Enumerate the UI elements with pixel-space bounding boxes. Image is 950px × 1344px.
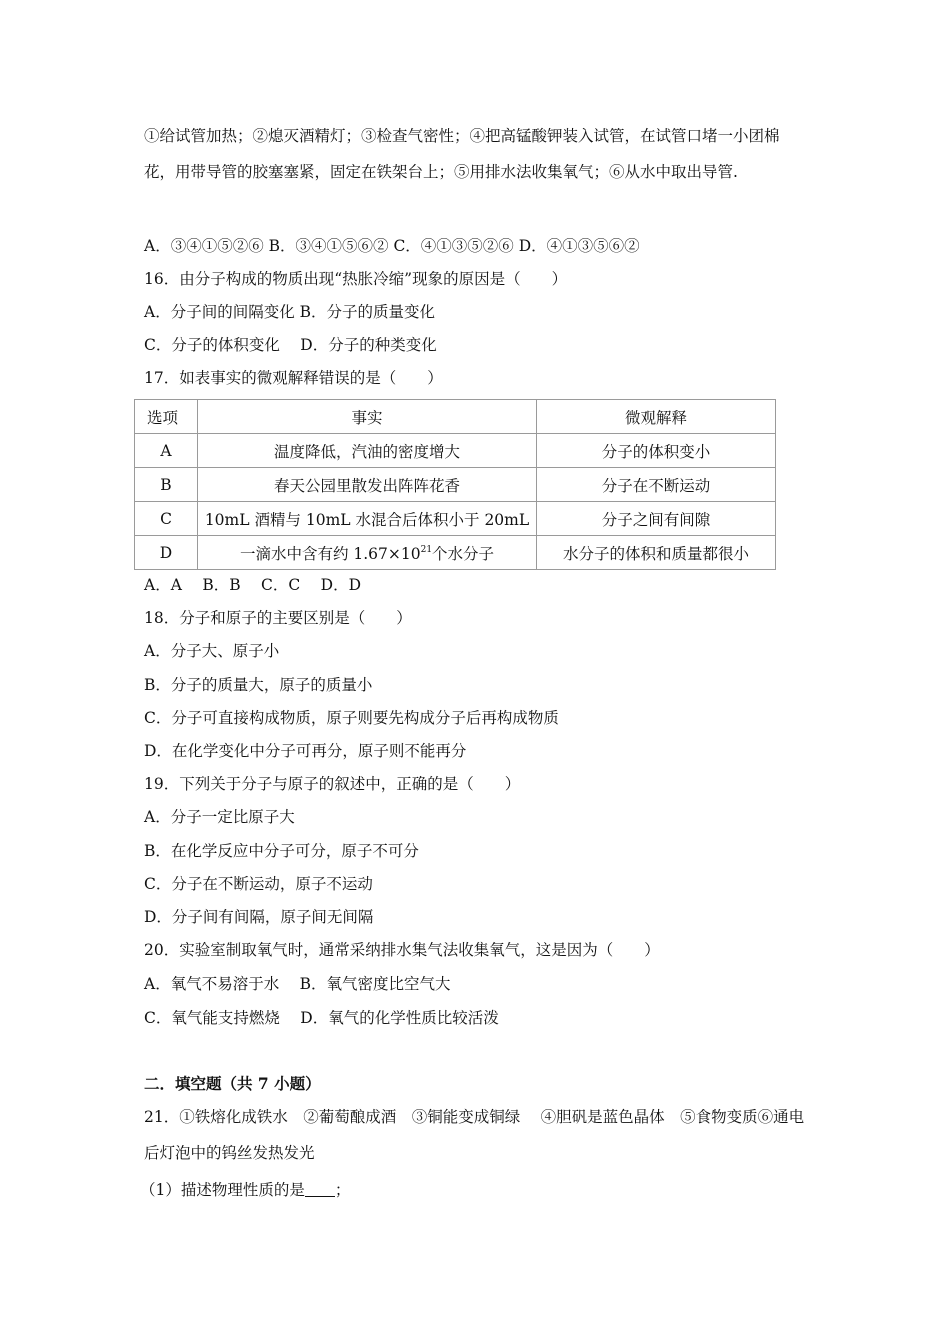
q19-option-c: C．分子在不断运动，原子不运动 [144,875,373,893]
table-row [135,434,776,468]
q17-facts-table [134,399,776,570]
table-row [135,536,776,570]
table-row [135,468,776,502]
row-option: C [135,502,198,536]
q21-stem: 21．①铁熔化成铁水 ②葡萄酿成酒 ③铜能变成铜绿 ④胆矾是蓝色晶体 ⑤食物变质⑥通电后灯泡中的钨丝发热发光 [144,1108,805,1162]
fact-exponent: 21 [420,544,433,555]
q19-option-d: D．分子间有间隔，原子间无间隔 [144,908,374,926]
answer-blank[interactable] [305,1180,335,1197]
row-explanation: 分子的体积变小 [537,434,776,468]
table-header-row [135,400,776,434]
q21-sub1-end: ； [334,1181,351,1199]
q21-sub1 [140,1180,350,1200]
row-fact [198,536,537,570]
header-fact: 事实 [198,400,537,434]
q15-options: A．③④①⑤②⑥ B．③④①⑤⑥② C．④①③⑤②⑥ D．④①③⑤⑥② [144,237,640,255]
q17-options: A．A B．B C．C D．D [144,576,362,594]
row-option: A [135,434,198,468]
row-explanation: 分子之间有间隙 [537,502,776,536]
q18-option-a: A．分子大、原子小 [144,642,280,660]
row-option: B [135,468,198,502]
q19-option-b: B．在化学反应中分子可分，原子不可分 [144,842,419,860]
q16-options-line1: A．分子间的间隔变化 B．分子的质量变化 [144,303,436,321]
row-explanation: 分子在不断运动 [537,468,776,502]
q17-stem: 17．如表事实的微观解释错误的是（ ） [144,369,443,387]
q21-sub1-text: （1）描述物理性质的是 [140,1181,305,1199]
row-option: D [135,536,198,570]
table-row [135,502,776,536]
row-explanation: 水分子的体积和质量都很小 [537,536,776,570]
q20-stem: 20．实验室制取氧气时，通常采纳排水集气法收集氧气，这是因为（ ） [144,941,660,959]
header-explanation: 微观解释 [537,400,776,434]
row-fact: 温度降低，汽油的密度增大 [198,434,537,468]
q18-option-b: B．分子的质量大，原子的质量小 [144,676,373,694]
q16-stem: 16．由分子构成的物质出现“热胀冷缩”现象的原因是（ ） [144,270,568,288]
q18-option-c: C．分子可直接构成物质，原子则要先构成分子后再构成物质 [144,709,559,727]
header-option: 选项 [135,400,198,434]
row-fact: 10mL 酒精与 10mL 水混合后体积小于 20mL [198,502,537,536]
q19-option-a: A．分子一定比原子大 [144,808,295,826]
q18-option-d: D．在化学变化中分子可再分，原子则不能再分 [144,742,467,760]
q19-stem: 19．下列关于分子与原子的叙述中，正确的是（ ） [144,775,521,793]
row-fact: 春天公园里散发出阵阵花香 [198,468,537,502]
fact-text-pre: 一滴水中含有约 1.67×10 [239,544,421,563]
section-title: 二．填空题（共 7 小题） [144,1074,321,1093]
q20-options-line1: A．氧气不易溶于水 B．氧气密度比空气大 [144,975,451,993]
q15-stem: ①给试管加热；②熄灭酒精灯；③检查气密性；④把高锰酸钾装入试管，在试管口堵一小团棉花，用带导管的胶塞塞紧，固定在铁架台上；⑤用排水法收集氧气；⑥从水中取出导管. [144,127,780,181]
q20-options-line2: C．氧气能支持燃烧 D．氧气的化学性质比较活泼 [144,1009,499,1027]
q18-stem: 18．分子和原子的主要区别是（ ） [144,609,412,627]
fact-text-post: 个水分子 [432,544,495,563]
q16-options-line2: C．分子的体积变化 D．分子的种类变化 [144,336,437,354]
